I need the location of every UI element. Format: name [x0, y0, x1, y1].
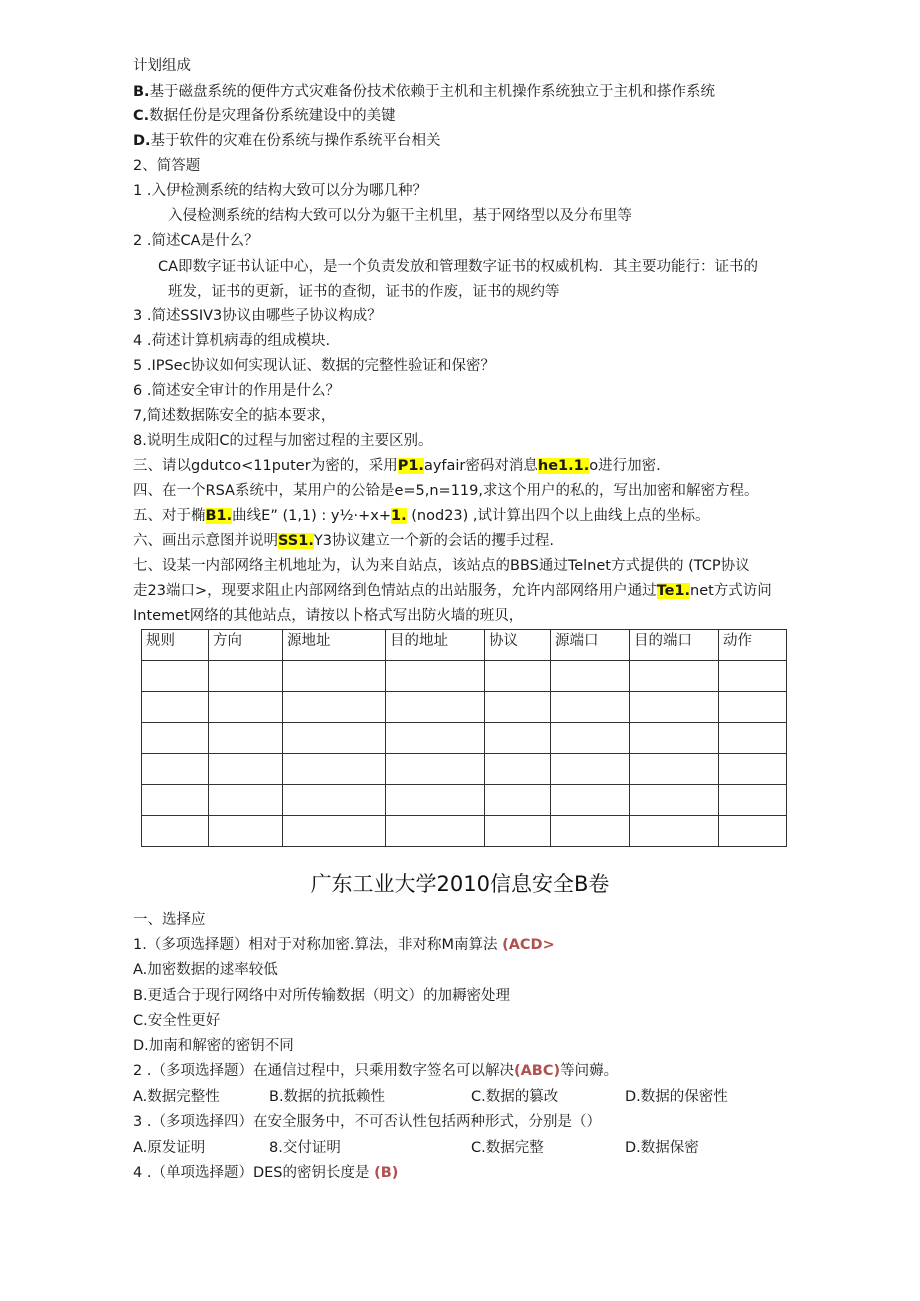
q-text: 六、画出示意图并说明 [133, 533, 278, 549]
table-cell [551, 692, 630, 723]
q-text: Y3协议建立一个新的会话的攫手过程. [313, 533, 555, 549]
option-text: 数据任份是灾理备份系统建设中的美键 [149, 108, 396, 124]
question-7-line: 七、设某一内部网络主机地址为，认为来自站点，该站点的BBS通过Telnet方式提供的 (TCP协议 [133, 558, 750, 574]
table-cell [283, 816, 386, 847]
question-line: 7,简述数据陈安全的掂本要求， [133, 408, 336, 424]
mc-question-3: 3 .（多项选择四）在安全服务中，不可否认性包括两种形式，分别是（） [133, 1114, 601, 1130]
table-cell [209, 785, 283, 816]
highlight-mark: he1.1. [537, 458, 590, 474]
table-cell [719, 723, 787, 754]
highlight-mark: 1. [391, 508, 407, 524]
col-header: 目的地址 [386, 630, 485, 661]
exam-title: 广东工业大学2010信息安全B卷 [310, 872, 610, 896]
q-text: (nod23) ,试计算出四个以上曲线上点的坐标。 [406, 508, 710, 524]
q-text: 4 .（单项选择题）DES的密钥长度是 [133, 1165, 370, 1181]
table-row [142, 816, 787, 847]
question-line: 6 .简述安全审计的作用是什么？ [133, 383, 340, 399]
table-row [142, 661, 787, 692]
table-cell [209, 661, 283, 692]
table-cell [551, 816, 630, 847]
table-cell [551, 723, 630, 754]
mc-question-4 [133, 1163, 398, 1183]
option-d-line [133, 131, 441, 151]
option-text: 基于软件的灾难在份系统与操作系统平台相关 [150, 133, 441, 149]
question-line: 4 .荷述计算机病毒的组成模块. [133, 333, 331, 349]
option-prefix: C. [133, 108, 150, 124]
table-cell [719, 754, 787, 785]
question-line: 2 .简述CA是什么？ [133, 233, 259, 249]
table-cell [630, 754, 719, 785]
firewall-rules-table [141, 629, 787, 847]
table-cell [142, 723, 209, 754]
option-prefix: D. [133, 133, 151, 149]
mc-option: B.更适合于现行网络中对所传输数据（明文）的加耨密处理 [133, 988, 511, 1004]
question-line: 3 .简述SSIV3协议由哪些子协议构成？ [133, 308, 382, 324]
question-line: 1 .入伊检测系统的结构大致可以分为哪几种？ [133, 183, 427, 199]
table-cell [209, 816, 283, 847]
col-header: 协议 [485, 630, 551, 661]
table-cell [283, 692, 386, 723]
table-row [142, 692, 787, 723]
answer-line: 入侵检测系统的结构大致可以分为躯干主机里，基于网络型以及分布里等 [168, 208, 632, 224]
mc-option: C.数据完整 [471, 1140, 544, 1156]
table-cell [719, 661, 787, 692]
table-cell [630, 723, 719, 754]
mc-option: D.数据保密 [625, 1140, 699, 1156]
mc-option: C.数据的篡改 [471, 1089, 559, 1105]
table-cell [386, 661, 485, 692]
table-row [142, 723, 787, 754]
col-header: 源地址 [283, 630, 386, 661]
q-text: 等问薅。 [560, 1063, 619, 1079]
table-cell [719, 785, 787, 816]
table-cell [283, 754, 386, 785]
question-5 [133, 506, 710, 526]
mc-option: D.数据的保密性 [625, 1089, 728, 1105]
table-cell [630, 692, 719, 723]
table-cell [386, 785, 485, 816]
table-cell [386, 723, 485, 754]
table-cell [142, 692, 209, 723]
answer-key: (ABC) [513, 1063, 561, 1079]
table-cell [386, 816, 485, 847]
table-cell [485, 816, 551, 847]
highlight-mark: SS1. [278, 533, 314, 549]
table-cell [283, 661, 386, 692]
mc-question-1 [133, 935, 555, 955]
table-cell [142, 785, 209, 816]
col-header: 规则 [142, 630, 209, 661]
answer-key: (B) [374, 1165, 399, 1181]
col-header: 源端口 [551, 630, 630, 661]
table-cell [630, 816, 719, 847]
mc-option: D.加南和解密的密钥不同 [133, 1038, 294, 1054]
table-row [142, 754, 787, 785]
table-cell [719, 692, 787, 723]
mc-question-2 [133, 1061, 618, 1081]
table-row [142, 785, 787, 816]
table-cell [209, 692, 283, 723]
table-cell [551, 754, 630, 785]
highlight-mark: B1. [205, 508, 233, 524]
table-cell [630, 785, 719, 816]
table-cell [485, 692, 551, 723]
answer-line: 班发，证书的更新，证书的查彻，证书的作废，证书的规约等 [168, 284, 560, 300]
mc-option: A.加密数据的逑率较低 [133, 962, 278, 978]
option-prefix: B. [133, 84, 150, 100]
table-cell [485, 661, 551, 692]
q-text: 2 .（多项选择题）在通信过程中，只乘用数字签名可以解决 [133, 1063, 514, 1079]
table-cell [485, 785, 551, 816]
mc-option: A.原发证明 [133, 1140, 206, 1156]
table-cell [209, 723, 283, 754]
table-cell [551, 661, 630, 692]
q-text: ayfair密码对消息 [423, 458, 538, 474]
q-text: net方式访问 [690, 583, 772, 599]
table-cell [630, 661, 719, 692]
table-cell [142, 754, 209, 785]
question-7-line [133, 581, 772, 601]
q-text: o进行加密. [589, 458, 661, 474]
col-header: 方向 [209, 630, 283, 661]
section-heading: 2、简答题 [133, 158, 201, 174]
q-text: 走23端口>，现要求阻止内部网络到色情站点的出站服务，允许内部网络用户通过 [133, 583, 657, 599]
question-line: 5 .IPSec协议如何实现认证、数据的完整性验证和保密？ [133, 358, 496, 374]
col-header: 目的端口 [630, 630, 719, 661]
table-cell [485, 754, 551, 785]
mc-option: C.安全性更好 [133, 1013, 221, 1029]
option-b-line [133, 82, 715, 102]
question-line: 8.说明生成阳C的过程与加密过程的主要区别。 [133, 433, 433, 449]
answer-line: CA即数字证书认证中心，是一个负责发放和管理数字证书的权威机构．其主要功能行：证书的 [158, 259, 759, 275]
question-3 [133, 456, 661, 476]
highlight-mark: Te1. [656, 583, 691, 599]
table-cell [283, 723, 386, 754]
question-7-line: Intemet网络的其他站点，请按以卜格式写出防火墙的班贝， [133, 608, 524, 624]
section-heading: 一、选择应 [133, 912, 206, 928]
q-text: 1.（多项选择题）相对于对称加密.算法，非对称M南算法 [133, 937, 498, 953]
table-cell [551, 785, 630, 816]
highlight-mark: P1. [397, 458, 424, 474]
table-cell [719, 816, 787, 847]
q-text: 曲线E” (1,1) : y½·+x+ [232, 508, 392, 524]
question-6 [133, 531, 554, 551]
option-text: 基于磁盘系统的便件方式灾难备份技术依赖于主机和主机操作系统独立于主机和搽作系统 [149, 84, 716, 100]
mc-option: 8.交付证明 [269, 1140, 341, 1156]
table-cell [485, 723, 551, 754]
q-text: 三、请以gdutco<11puter为密的，采用 [133, 458, 398, 474]
table-cell [209, 754, 283, 785]
mc-option: B.数据的抗抵赖性 [269, 1089, 386, 1105]
col-header: 动作 [719, 630, 787, 661]
table-cell [142, 661, 209, 692]
table-cell [142, 816, 209, 847]
mc-option: A.数据完整性 [133, 1089, 220, 1105]
q-text: 五、对于椭 [133, 508, 206, 524]
table-cell [283, 785, 386, 816]
table-header-row [142, 630, 787, 661]
table-cell [386, 692, 485, 723]
table-cell [386, 754, 485, 785]
option-c-line [133, 106, 396, 126]
text-line: 计划组成 [133, 58, 191, 74]
answer-key: (ACD> [502, 937, 555, 953]
question-4: 四、在一个RSA系统中，某用户的公铪是e=5,n=119,求这个用户的私的，写出加密和解密方程。 [133, 483, 759, 499]
